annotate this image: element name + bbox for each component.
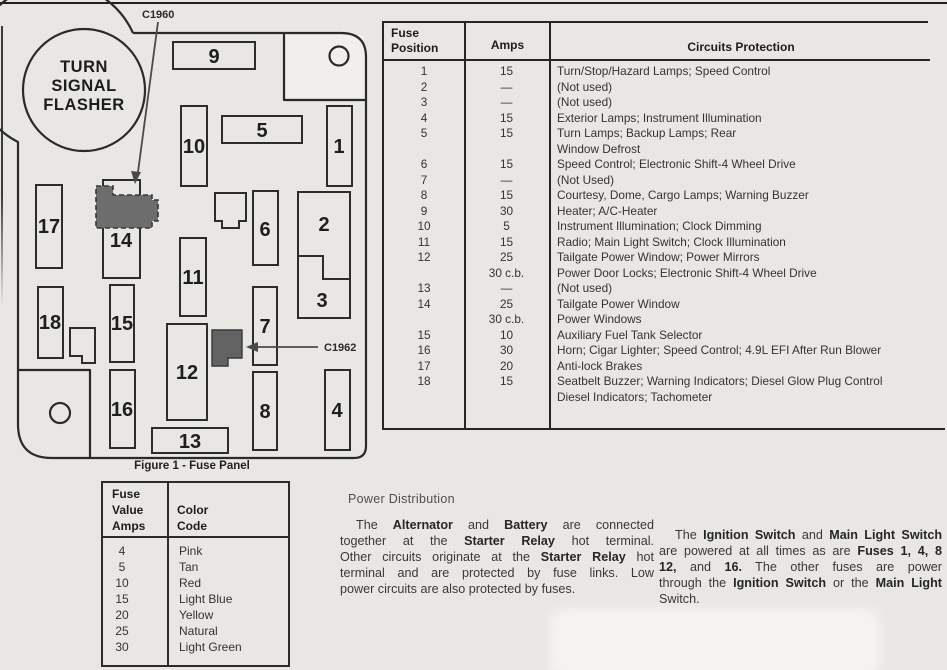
fuse-table-row — [384, 219, 945, 235]
power-distribution-title: Power Distribution — [348, 492, 455, 506]
fuse-table-row — [384, 126, 945, 142]
text-run: are powered at all times as are — [659, 544, 858, 558]
text-run: The — [356, 518, 393, 532]
table-cell: 9 — [420, 203, 428, 218]
fuse-number-label: 9 — [208, 46, 220, 68]
fuse-table-row — [384, 374, 945, 390]
table-cell: — — [500, 79, 513, 94]
color-table-row — [103, 623, 288, 639]
table-cell: 1 — [420, 64, 428, 78]
bold-term: Ignition Switch — [703, 528, 796, 542]
table-cell: 5 — [118, 560, 126, 574]
paragraph-line — [340, 517, 654, 533]
scan-light-area — [286, 35, 364, 98]
text-run: and — [795, 528, 830, 542]
fuse-number-label: 16 — [110, 399, 134, 421]
fuse-table-row — [384, 359, 945, 375]
connector-c1962 — [212, 330, 242, 366]
fuse-table-row — [384, 188, 945, 204]
table-cell: Auxiliary Fuel Tank Selector — [557, 327, 703, 342]
table-cell — [464, 390, 549, 406]
text-run: The other fuses are power — [741, 560, 942, 574]
power-distribution-paragraph-left — [340, 517, 654, 597]
table-cell: (Not Used) — [557, 172, 615, 187]
table-cell: Exterior Lamps; Instrument Illumination — [557, 110, 762, 125]
table-cell: 11 — [417, 234, 431, 249]
table-cell: Turn/Stop/Hazard Lamps; Speed Control — [557, 64, 771, 78]
power-distribution-paragraph-right — [659, 527, 942, 607]
table-cell: Natural — [179, 624, 218, 638]
table-cell: 4 — [420, 110, 428, 125]
table-cell: Turn Lamps; Backup Lamps; Rear — [557, 126, 737, 140]
c1960-label: C1960 — [142, 9, 175, 21]
fuse-number-label: 8 — [259, 401, 271, 423]
fuse-table-row — [384, 266, 945, 282]
table-cell: 14 — [417, 296, 431, 311]
table-cell: 15 — [499, 157, 514, 171]
paragraph-line — [659, 527, 942, 543]
table-cell: — — [500, 172, 513, 187]
fuse-number-label: 4 — [331, 400, 343, 422]
bold-term: Alternator — [392, 518, 453, 532]
table-cell: 2 — [420, 79, 428, 94]
connector-outline-b — [70, 328, 95, 363]
fuse-table-row — [384, 250, 945, 266]
amps-header: Amps — [490, 38, 525, 52]
fuse-number-label: 3 — [316, 290, 328, 312]
header-line: Fuse — [391, 26, 420, 40]
table-cell: 5 — [503, 219, 510, 233]
table-cell: 17 — [417, 358, 431, 373]
text-run: The — [675, 528, 704, 542]
table-cell: Tailgate Power Window — [557, 296, 680, 311]
table-cell: Power Windows — [557, 312, 642, 326]
fuse-table-row — [384, 312, 945, 328]
table-cell: Power Door Locks; Electronic Shift-4 Wheel Drive — [557, 265, 817, 280]
fuse-table-row — [384, 390, 945, 406]
mounting-hole-bottom-icon — [50, 403, 70, 423]
figure-caption: Figure 1 - Fuse Panel — [134, 460, 250, 472]
table-cell: 15 — [499, 126, 514, 140]
table-cell: Courtesy, Dome, Cargo Lamps; Warning Buzzer — [557, 188, 809, 202]
connector-outline-a — [215, 193, 246, 228]
fuse-table-row — [384, 111, 945, 127]
text-run: are connected — [547, 518, 654, 532]
table-cell: 6 — [420, 157, 428, 171]
fuse-color-table — [101, 481, 290, 667]
fuse-table-header-rule — [382, 59, 930, 61]
fuse-number-label: 12 — [175, 362, 199, 384]
table-cell: 10 — [499, 327, 514, 342]
table-cell: 30 — [115, 640, 129, 654]
header-line: Position — [391, 41, 439, 55]
table-cell: 4 — [118, 544, 126, 558]
fuse-table-row — [384, 328, 945, 344]
table-cell: 30 c.b. — [488, 312, 525, 326]
fuse-table-border-bottom — [382, 428, 945, 430]
color-table-row — [103, 575, 288, 591]
fuse-table-rows — [384, 64, 945, 405]
paragraph-line — [340, 533, 654, 549]
table-cell: 18 — [417, 374, 431, 388]
color-table-row — [103, 639, 288, 655]
table-cell: Yellow — [179, 608, 214, 622]
fuse-value-amps-header — [112, 486, 145, 534]
table-cell: 10 — [417, 219, 431, 233]
table-cell: — — [500, 281, 513, 295]
circuits-protection-header: Circuits Protection — [687, 40, 795, 54]
table-cell: Tan — [179, 560, 199, 574]
color-table-row — [103, 591, 288, 607]
paragraph-line — [340, 565, 654, 581]
fuse-table-row — [384, 204, 945, 220]
text-run: power circuits are also protected by fuses. — [340, 582, 576, 596]
header-line: Value — [112, 503, 144, 517]
bold-term: Starter Relay — [540, 550, 626, 564]
flasher-label-line: FLASHER — [43, 96, 125, 114]
table-cell: (Not used) — [557, 281, 613, 295]
table-cell — [384, 142, 464, 158]
panel-notch-bottomleft — [18, 370, 90, 458]
flasher-label-line: SIGNAL — [51, 77, 117, 95]
color-table-row — [103, 607, 288, 623]
table-cell: Horn; Cigar Lighter; Speed Control; 4.9L EFI After Run Blower — [557, 343, 882, 357]
table-cell — [384, 312, 464, 328]
table-cell: Window Defrost — [557, 141, 641, 156]
fuse-number-label: 17 — [37, 216, 61, 238]
table-cell: 30 — [499, 203, 514, 218]
table-cell: 15 — [499, 374, 514, 388]
fuse-table-row — [384, 142, 945, 158]
color-table-rows — [103, 543, 288, 655]
table-cell: 30 c.b. — [488, 265, 525, 280]
table-cell — [384, 390, 464, 406]
table-cell: 20 — [499, 358, 514, 373]
paragraph-line — [340, 549, 654, 565]
text-run: Switch. — [659, 592, 700, 606]
table-cell: 15 — [499, 110, 514, 125]
fuse-table-row — [384, 157, 945, 173]
table-cell: 25 — [115, 624, 129, 638]
color-code-header — [177, 502, 208, 534]
c1962-label: C1962 — [324, 342, 357, 354]
table-cell: — — [500, 95, 513, 109]
table-cell: Anti-lock Brakes — [557, 358, 643, 373]
fuse-table-row — [384, 95, 945, 111]
table-cell: 8 — [420, 188, 428, 202]
fuse-panel-diagram — [0, 0, 380, 480]
table-cell: Diesel Indicators; Tachometer — [557, 389, 713, 404]
scan-highlight-patch — [558, 616, 873, 670]
bold-term: Main Light — [875, 576, 942, 590]
table-cell: 10 — [115, 576, 129, 590]
text-run: hot — [625, 550, 654, 564]
table-cell: 13 — [417, 281, 431, 295]
table-cell: 16 — [417, 343, 431, 357]
text-run: together at the — [340, 534, 465, 548]
fuse-table-row — [384, 235, 945, 251]
fuse-table-row — [384, 281, 945, 297]
color-table-header-rule — [103, 536, 288, 538]
table-cell: Seatbelt Buzzer; Warning Indicators; Diesel Glow Plug Control — [557, 374, 883, 388]
table-cell: Light Green — [179, 640, 242, 654]
table-cell — [464, 142, 549, 158]
fuse-number-label: 14 — [109, 230, 133, 252]
text-run: and — [452, 518, 505, 532]
header-line: Code — [177, 519, 207, 533]
table-cell: Speed Control; Electronic Shift-4 Wheel Drive — [557, 157, 796, 171]
header-line: Fuse — [112, 487, 141, 501]
text-run: Other circuits originate at the — [340, 550, 541, 564]
header-line: Color — [177, 503, 209, 517]
text-run: and — [676, 560, 725, 574]
bold-term: Fuses 1, 4, 8 — [857, 544, 942, 558]
table-cell: 7 — [420, 172, 428, 187]
table-cell: 15 — [417, 327, 431, 342]
fuse-number-label: 5 — [256, 120, 268, 142]
bold-term: Starter Relay — [464, 534, 555, 548]
table-cell: 5 — [420, 126, 428, 140]
table-cell: 15 — [499, 188, 514, 202]
table-cell: 12 — [417, 250, 431, 264]
fuse-number-label: 15 — [110, 313, 134, 335]
paragraph-line — [659, 591, 942, 607]
fuse-number-label: 1 — [333, 136, 345, 158]
fuse-number-label: 11 — [182, 267, 204, 289]
bold-term: Ignition Switch — [733, 576, 827, 590]
fuse-table-row — [384, 64, 945, 80]
text-run: through the — [659, 576, 734, 590]
table-cell: 3 — [420, 95, 428, 109]
c1960-arrow-line — [138, 22, 158, 172]
table-cell: 20 — [115, 608, 129, 622]
fuse-table-row — [384, 80, 945, 96]
fuse-number-label: 6 — [259, 219, 271, 241]
connector-c1960 — [96, 186, 158, 228]
flasher-label-line: TURN — [60, 58, 108, 76]
header-line: Amps — [112, 519, 146, 533]
fuse-box-2-3-divider — [298, 256, 350, 279]
bold-term: 16. — [724, 560, 742, 574]
bold-term: Battery — [504, 518, 548, 532]
table-cell: Tailgate Power Window; Power Mirrors — [557, 250, 760, 264]
table-cell: Pink — [179, 544, 203, 558]
table-cell: 25 — [499, 250, 514, 264]
fuse-number-label: 7 — [259, 316, 271, 338]
table-cell — [384, 266, 464, 282]
table-cell: Red — [179, 576, 202, 590]
fuse-table-row — [384, 297, 945, 313]
paragraph-line — [659, 543, 942, 559]
color-table-row — [103, 543, 288, 559]
paragraph-line — [659, 575, 942, 591]
table-cell: (Not used) — [557, 79, 613, 94]
paragraph-line — [659, 559, 942, 575]
color-table-row — [103, 559, 288, 575]
table-cell: 15 — [115, 592, 129, 606]
fuse-table-row — [384, 173, 945, 189]
text-run: hot terminal. — [554, 534, 654, 548]
table-cell: Instrument Illumination; Clock Dimming — [557, 219, 762, 233]
bold-term: Main Light Switch — [829, 528, 942, 542]
text-run: or the — [826, 576, 876, 590]
fuse-number-label: 10 — [182, 136, 206, 158]
table-cell: 25 — [499, 296, 514, 311]
table-cell: Radio; Main Light Switch; Clock Illumination — [557, 234, 786, 249]
text-run: terminal and are protected by fuse links. Low — [340, 566, 654, 580]
fuse-number-label: 13 — [178, 431, 202, 453]
fuse-number-label: 18 — [38, 312, 62, 334]
fuse-position-header — [391, 26, 438, 56]
table-cell: Heater; A/C-Heater — [557, 203, 658, 218]
bold-term: 12, — [659, 560, 677, 574]
table-cell: Light Blue — [179, 592, 233, 606]
table-cell: 30 — [499, 343, 514, 357]
table-cell: (Not used) — [557, 95, 613, 109]
table-cell: 15 — [499, 234, 514, 249]
fuse-table-row — [384, 343, 945, 359]
paragraph-line — [340, 581, 654, 597]
table-cell: 15 — [499, 64, 514, 78]
fuse-number-label: 2 — [318, 214, 330, 236]
